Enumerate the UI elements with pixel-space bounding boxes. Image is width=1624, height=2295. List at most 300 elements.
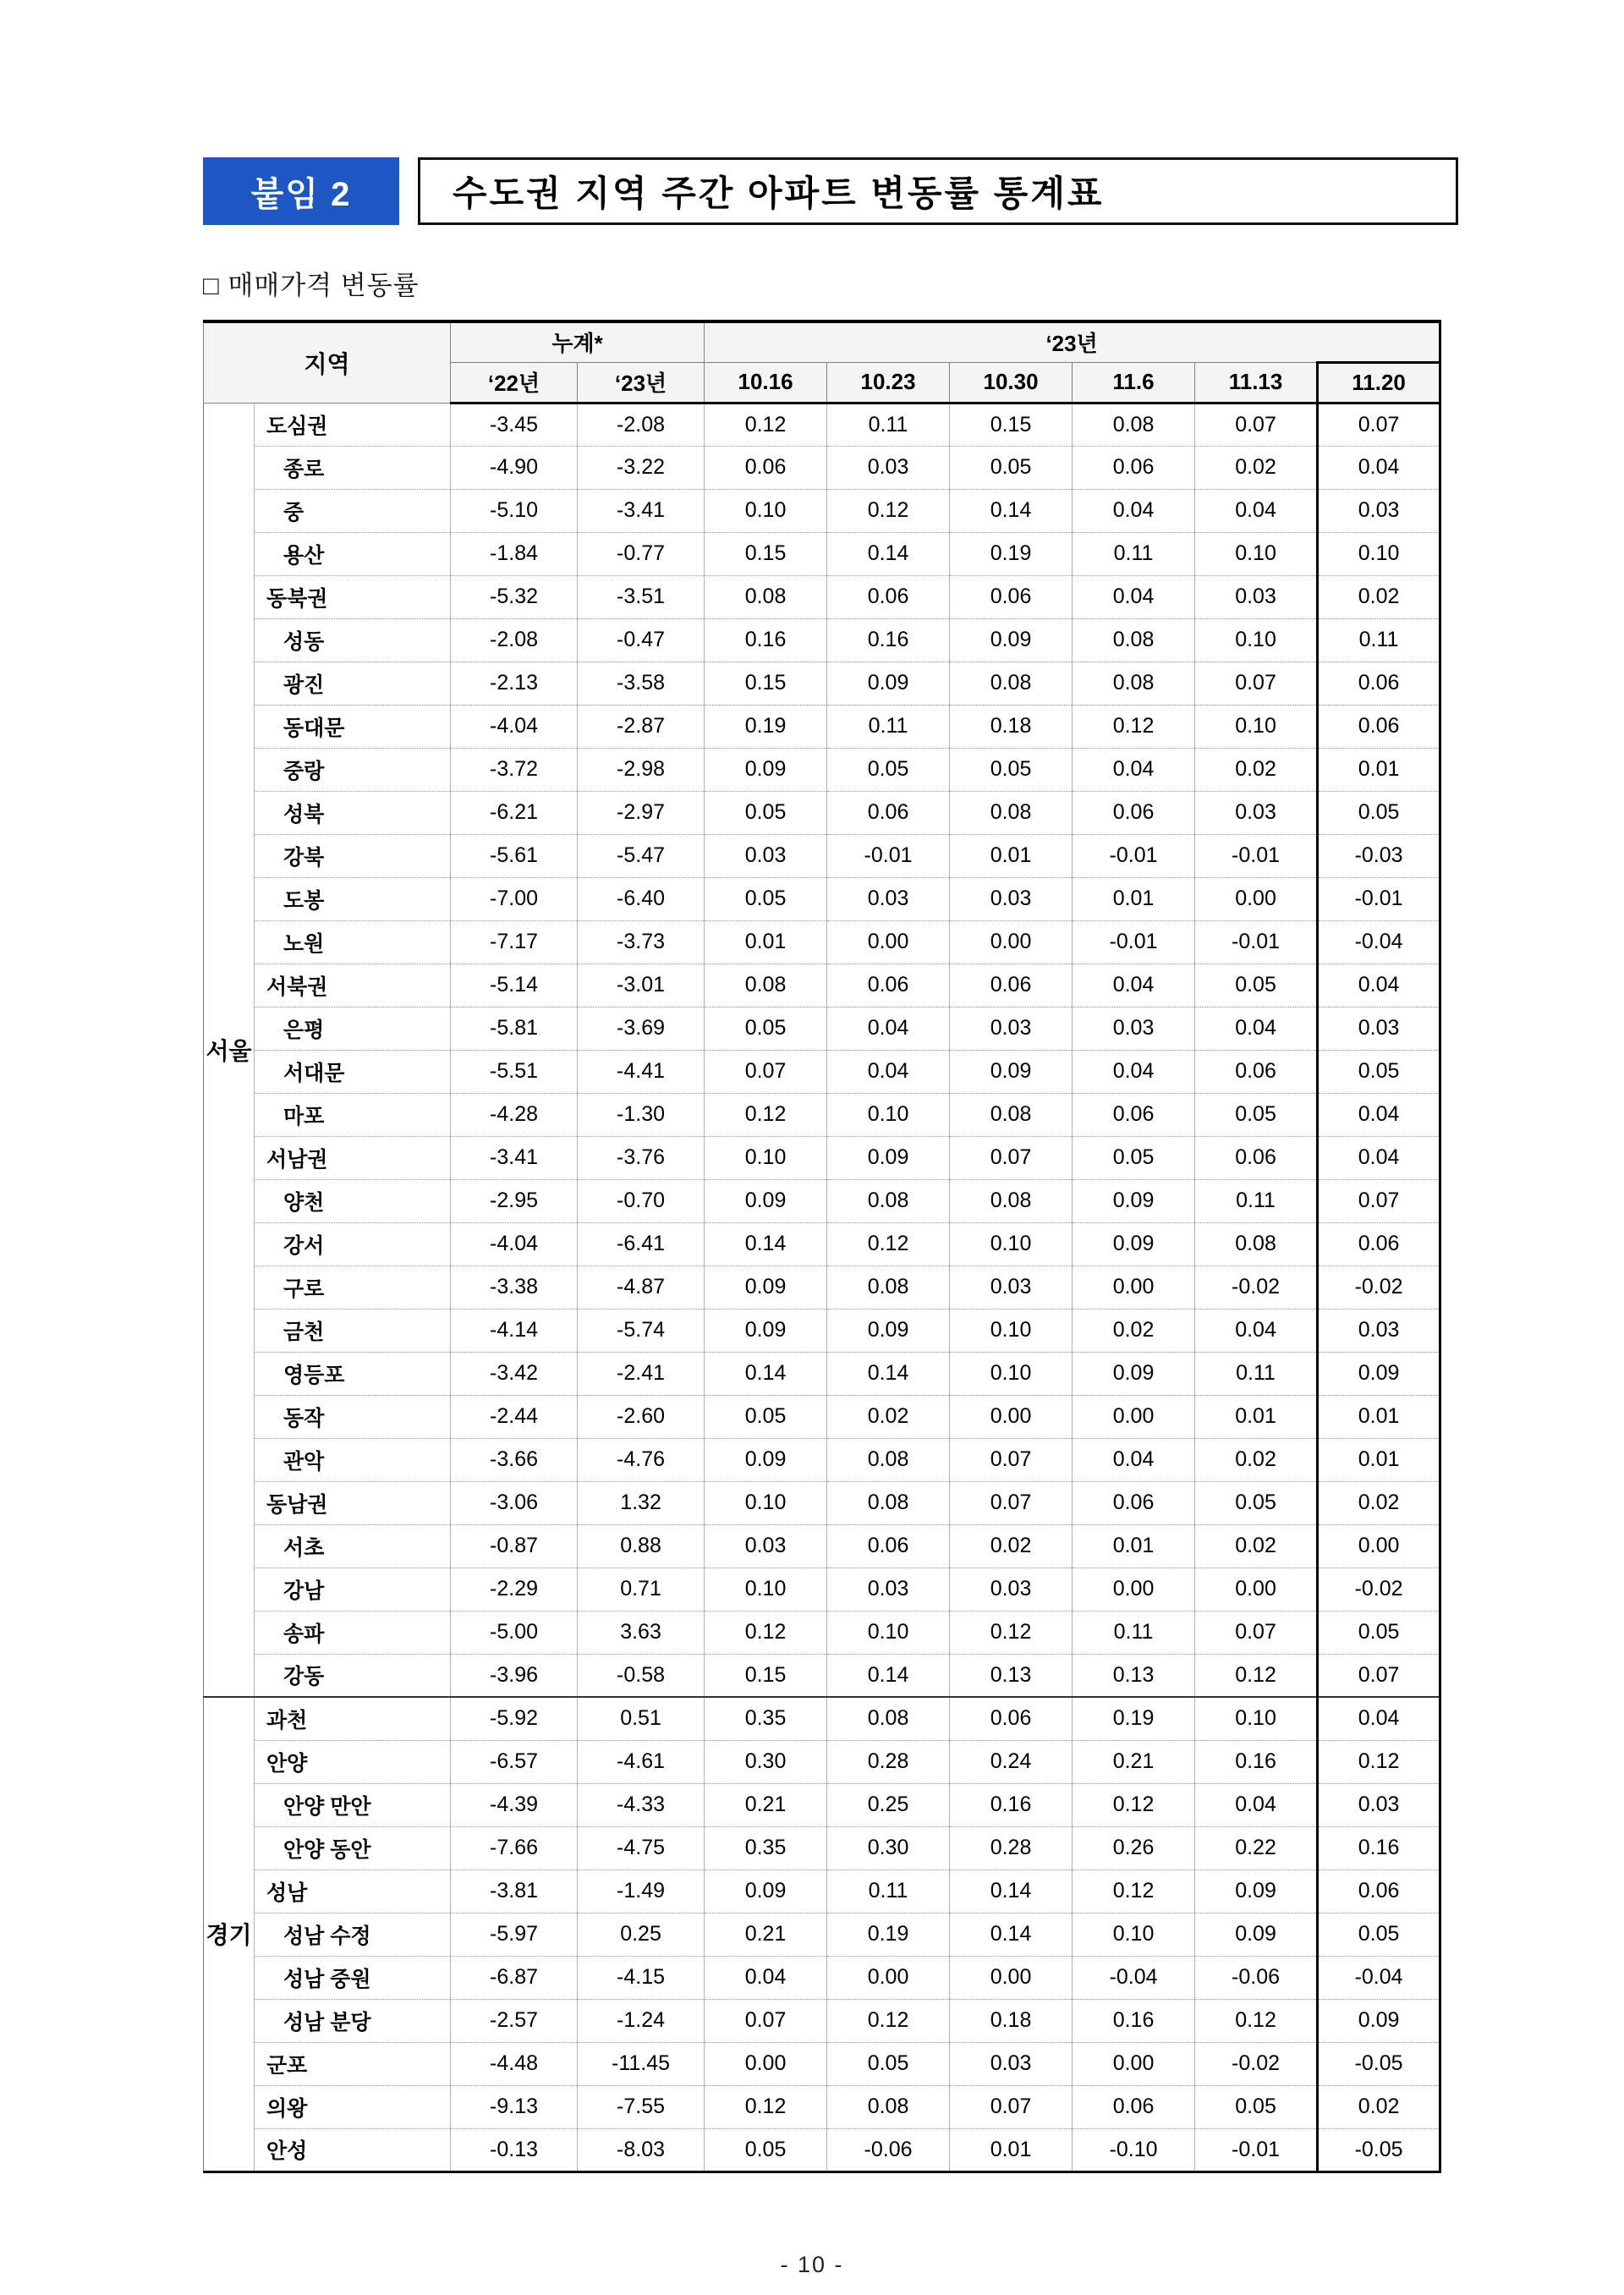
value-cell: 0.00 bbox=[1195, 877, 1318, 920]
value-cell: 0.08 bbox=[827, 1266, 950, 1309]
value-cell: 0.07 bbox=[1195, 662, 1318, 705]
region-group-label: 경기 bbox=[204, 1697, 255, 2171]
value-cell: 0.14 bbox=[950, 1913, 1073, 1956]
value-cell: 0.04 bbox=[1073, 1050, 1195, 1093]
value-cell: 0.05 bbox=[950, 748, 1073, 791]
header-col-1016: 10.16 bbox=[705, 362, 827, 403]
value-cell: 0.19 bbox=[705, 705, 827, 748]
value-cell: 0.08 bbox=[950, 662, 1073, 705]
value-cell: 0.12 bbox=[827, 1999, 950, 2042]
value-cell: 0.05 bbox=[1073, 1136, 1195, 1179]
value-cell: 0.11 bbox=[1318, 618, 1440, 662]
table-row bbox=[204, 662, 1440, 705]
region-name: 송파 bbox=[255, 1611, 451, 1654]
value-cell: -5.97 bbox=[451, 1913, 578, 1956]
value-cell: 0.00 bbox=[1073, 1266, 1195, 1309]
region-name: 동남권 bbox=[255, 1481, 451, 1524]
value-cell: -0.02 bbox=[1195, 1266, 1318, 1309]
value-cell: 0.00 bbox=[1073, 2042, 1195, 2085]
value-cell: 0.02 bbox=[1195, 1524, 1318, 1568]
table-row bbox=[204, 2042, 1440, 2085]
region-name: 도심권 bbox=[255, 403, 451, 446]
value-cell: 0.02 bbox=[827, 1395, 950, 1438]
value-cell: 0.16 bbox=[827, 618, 950, 662]
value-cell: -0.04 bbox=[1318, 920, 1440, 964]
value-cell: 0.03 bbox=[705, 834, 827, 877]
region-name: 강동 bbox=[255, 1654, 451, 1697]
value-cell: 0.12 bbox=[1195, 1999, 1318, 2042]
table-body bbox=[204, 403, 1440, 2171]
value-cell: 0.06 bbox=[950, 1697, 1073, 1740]
value-cell: 0.08 bbox=[705, 964, 827, 1007]
value-cell: 0.10 bbox=[827, 1093, 950, 1136]
value-cell: 0.02 bbox=[950, 1524, 1073, 1568]
value-cell: 0.26 bbox=[1073, 1826, 1195, 1869]
value-cell: 0.06 bbox=[1073, 1481, 1195, 1524]
table-row bbox=[204, 1611, 1440, 1654]
header-col-116: 11.6 bbox=[1073, 362, 1195, 403]
table-row bbox=[204, 575, 1440, 618]
value-cell: -3.96 bbox=[451, 1654, 578, 1697]
value-cell: 0.01 bbox=[1195, 1395, 1318, 1438]
table-row bbox=[204, 1869, 1440, 1913]
value-cell: 0.88 bbox=[578, 1524, 705, 1568]
value-cell: 0.16 bbox=[1073, 1999, 1195, 2042]
table-row bbox=[204, 1568, 1440, 1611]
value-cell: -0.70 bbox=[578, 1179, 705, 1222]
region-name: 광진 bbox=[255, 662, 451, 705]
table-row bbox=[204, 964, 1440, 1007]
region-name: 동북권 bbox=[255, 575, 451, 618]
value-cell: 0.08 bbox=[827, 2085, 950, 2128]
value-cell: -4.39 bbox=[451, 1783, 578, 1826]
value-cell: -4.48 bbox=[451, 2042, 578, 2085]
value-cell: 0.12 bbox=[705, 403, 827, 446]
value-cell: 0.12 bbox=[1318, 1740, 1440, 1783]
value-cell: 0.05 bbox=[827, 2042, 950, 2085]
value-cell: 1.32 bbox=[578, 1481, 705, 1524]
value-cell: 0.00 bbox=[1073, 1568, 1195, 1611]
value-cell: 0.02 bbox=[1195, 1438, 1318, 1481]
value-cell: 0.02 bbox=[1318, 2085, 1440, 2128]
value-cell: 0.01 bbox=[1318, 748, 1440, 791]
value-cell: 0.00 bbox=[1195, 1568, 1318, 1611]
value-cell: 0.30 bbox=[705, 1740, 827, 1783]
header-year23: ‘23년 bbox=[705, 321, 1440, 362]
value-cell: 0.06 bbox=[827, 791, 950, 834]
value-cell: 0.18 bbox=[950, 705, 1073, 748]
table-row bbox=[204, 1913, 1440, 1956]
value-cell: -0.02 bbox=[1318, 1266, 1440, 1309]
value-cell: -5.81 bbox=[451, 1007, 578, 1050]
region-name: 성동 bbox=[255, 618, 451, 662]
page-number: - 10 - bbox=[780, 2252, 844, 2277]
value-cell: 0.10 bbox=[1195, 532, 1318, 575]
value-cell: 0.09 bbox=[1073, 1179, 1195, 1222]
value-cell: 0.05 bbox=[705, 791, 827, 834]
value-cell: 0.15 bbox=[705, 662, 827, 705]
value-cell: 0.07 bbox=[1318, 403, 1440, 446]
value-cell: 0.11 bbox=[1073, 1611, 1195, 1654]
region-group-label: 서울 bbox=[204, 403, 255, 1697]
table-row bbox=[204, 920, 1440, 964]
value-cell: 0.14 bbox=[705, 1222, 827, 1266]
value-cell: 0.00 bbox=[1073, 1395, 1195, 1438]
value-cell: -0.01 bbox=[1195, 834, 1318, 877]
table-row bbox=[204, 532, 1440, 575]
region-name: 동대문 bbox=[255, 705, 451, 748]
value-cell: 0.51 bbox=[578, 1697, 705, 1740]
value-cell: 0.07 bbox=[1195, 1611, 1318, 1654]
value-cell: 0.05 bbox=[1318, 1050, 1440, 1093]
value-cell: -0.02 bbox=[1195, 2042, 1318, 2085]
value-cell: 0.06 bbox=[950, 964, 1073, 1007]
value-cell: 0.12 bbox=[1073, 1869, 1195, 1913]
value-cell: 0.03 bbox=[827, 446, 950, 489]
value-cell: -0.87 bbox=[451, 1524, 578, 1568]
value-cell: 0.09 bbox=[1195, 1913, 1318, 1956]
value-cell: 0.10 bbox=[1195, 705, 1318, 748]
value-cell: -0.58 bbox=[578, 1654, 705, 1697]
value-cell: 0.09 bbox=[705, 1179, 827, 1222]
document-title-box bbox=[418, 157, 1458, 225]
value-cell: 0.07 bbox=[950, 1136, 1073, 1179]
value-cell: 0.10 bbox=[1195, 1697, 1318, 1740]
value-cell: 0.03 bbox=[1195, 575, 1318, 618]
value-cell: 0.06 bbox=[1073, 2085, 1195, 2128]
table-row bbox=[204, 1179, 1440, 1222]
value-cell: 0.16 bbox=[705, 618, 827, 662]
value-cell: -2.97 bbox=[578, 791, 705, 834]
table-row bbox=[204, 1524, 1440, 1568]
value-cell: -5.14 bbox=[451, 964, 578, 1007]
value-cell: 0.09 bbox=[1195, 1869, 1318, 1913]
value-cell: 0.09 bbox=[827, 662, 950, 705]
value-cell: 0.05 bbox=[1195, 1093, 1318, 1136]
table-row bbox=[204, 1654, 1440, 1697]
value-cell: 0.21 bbox=[705, 1913, 827, 1956]
value-cell: -0.01 bbox=[1318, 877, 1440, 920]
table-row bbox=[204, 1740, 1440, 1783]
value-cell: -7.00 bbox=[451, 877, 578, 920]
value-cell: 0.05 bbox=[1318, 791, 1440, 834]
value-cell: 0.06 bbox=[1318, 1222, 1440, 1266]
table-row bbox=[204, 1093, 1440, 1136]
value-cell: 0.14 bbox=[705, 1352, 827, 1395]
value-cell: -4.75 bbox=[578, 1826, 705, 1869]
value-cell: -4.14 bbox=[451, 1309, 578, 1352]
value-cell: 0.12 bbox=[1073, 1783, 1195, 1826]
region-name: 용산 bbox=[255, 532, 451, 575]
value-cell: 0.16 bbox=[950, 1783, 1073, 1826]
value-cell: 0.08 bbox=[827, 1697, 950, 1740]
value-cell: -3.58 bbox=[578, 662, 705, 705]
region-name: 구로 bbox=[255, 1266, 451, 1309]
value-cell: 0.12 bbox=[1195, 1654, 1318, 1697]
value-cell: 0.08 bbox=[1073, 662, 1195, 705]
value-cell: -3.41 bbox=[451, 1136, 578, 1179]
value-cell: -3.81 bbox=[451, 1869, 578, 1913]
value-cell: 0.11 bbox=[827, 1869, 950, 1913]
value-cell: -4.33 bbox=[578, 1783, 705, 1826]
value-cell: -3.72 bbox=[451, 748, 578, 791]
region-name: 강남 bbox=[255, 1568, 451, 1611]
value-cell: 0.11 bbox=[827, 705, 950, 748]
value-cell: 0.08 bbox=[1073, 618, 1195, 662]
value-cell: 0.01 bbox=[950, 834, 1073, 877]
value-cell: -0.77 bbox=[578, 532, 705, 575]
header-col-1023: 10.23 bbox=[827, 362, 950, 403]
value-cell: 0.06 bbox=[1073, 446, 1195, 489]
region-name: 안성 bbox=[255, 2128, 451, 2171]
table-row bbox=[204, 1007, 1440, 1050]
region-name: 성남 bbox=[255, 1869, 451, 1913]
region-name: 마포 bbox=[255, 1093, 451, 1136]
value-cell: -6.41 bbox=[578, 1222, 705, 1266]
value-cell: 0.13 bbox=[950, 1654, 1073, 1697]
value-cell: 0.09 bbox=[1073, 1222, 1195, 1266]
value-cell: -0.01 bbox=[1195, 2128, 1318, 2171]
value-cell: -2.08 bbox=[451, 618, 578, 662]
region-name: 안양 bbox=[255, 1740, 451, 1783]
value-cell: 0.16 bbox=[1318, 1826, 1440, 1869]
value-cell: 0.03 bbox=[950, 1568, 1073, 1611]
value-cell: -5.92 bbox=[451, 1697, 578, 1740]
value-cell: 0.00 bbox=[1318, 1524, 1440, 1568]
value-cell: 0.30 bbox=[827, 1826, 950, 1869]
value-cell: 0.09 bbox=[1073, 1352, 1195, 1395]
table-row bbox=[204, 834, 1440, 877]
table-row bbox=[204, 791, 1440, 834]
value-cell: 0.14 bbox=[950, 489, 1073, 532]
value-cell: 0.02 bbox=[1318, 1481, 1440, 1524]
value-cell: -0.01 bbox=[1073, 920, 1195, 964]
value-cell: -0.47 bbox=[578, 618, 705, 662]
value-cell: 0.21 bbox=[1073, 1740, 1195, 1783]
region-name: 군포 bbox=[255, 2042, 451, 2085]
value-cell: -0.01 bbox=[827, 834, 950, 877]
value-cell: -1.24 bbox=[578, 1999, 705, 2042]
value-cell: -3.66 bbox=[451, 1438, 578, 1481]
value-cell: -0.06 bbox=[827, 2128, 950, 2171]
value-cell: -0.03 bbox=[1318, 834, 1440, 877]
header-col-22: ‘22년 bbox=[451, 362, 578, 403]
value-cell: 0.06 bbox=[1195, 1050, 1318, 1093]
header-col-1120: 11.20 bbox=[1318, 362, 1440, 403]
value-cell: -0.05 bbox=[1318, 2042, 1440, 2085]
value-cell: 0.12 bbox=[950, 1611, 1073, 1654]
value-cell: -7.17 bbox=[451, 920, 578, 964]
region-name: 과천 bbox=[255, 1697, 451, 1740]
value-cell: 0.02 bbox=[1318, 575, 1440, 618]
value-cell: -3.51 bbox=[578, 575, 705, 618]
value-cell: 0.09 bbox=[1318, 1999, 1440, 2042]
stats-table bbox=[203, 320, 1441, 2173]
value-cell: -4.87 bbox=[578, 1266, 705, 1309]
value-cell: -5.51 bbox=[451, 1050, 578, 1093]
value-cell: 0.01 bbox=[1073, 1524, 1195, 1568]
value-cell: 0.06 bbox=[950, 575, 1073, 618]
value-cell: 0.35 bbox=[705, 1826, 827, 1869]
region-name: 서남권 bbox=[255, 1136, 451, 1179]
value-cell: 0.10 bbox=[950, 1352, 1073, 1395]
value-cell: -9.13 bbox=[451, 2085, 578, 2128]
region-name: 영등포 bbox=[255, 1352, 451, 1395]
value-cell: 0.07 bbox=[950, 2085, 1073, 2128]
value-cell: 0.06 bbox=[1318, 1869, 1440, 1913]
value-cell: 0.25 bbox=[827, 1783, 950, 1826]
value-cell: 0.09 bbox=[827, 1309, 950, 1352]
value-cell: -3.73 bbox=[578, 920, 705, 964]
region-name: 성남 중원 bbox=[255, 1956, 451, 1999]
value-cell: -6.21 bbox=[451, 791, 578, 834]
value-cell: 0.03 bbox=[950, 1007, 1073, 1050]
table-row bbox=[204, 1222, 1440, 1266]
region-name: 서대문 bbox=[255, 1050, 451, 1093]
value-cell: -2.41 bbox=[578, 1352, 705, 1395]
table-row bbox=[204, 1697, 1440, 1740]
value-cell: 0.05 bbox=[705, 1395, 827, 1438]
value-cell: 0.08 bbox=[950, 791, 1073, 834]
header-col-23: ‘23년 bbox=[578, 362, 705, 403]
value-cell: 0.24 bbox=[950, 1740, 1073, 1783]
value-cell: 0.06 bbox=[1073, 791, 1195, 834]
value-cell: -6.40 bbox=[578, 877, 705, 920]
value-cell: 0.09 bbox=[705, 1266, 827, 1309]
value-cell: 0.14 bbox=[827, 1352, 950, 1395]
region-name: 동작 bbox=[255, 1395, 451, 1438]
region-name: 금천 bbox=[255, 1309, 451, 1352]
value-cell: 0.08 bbox=[705, 575, 827, 618]
value-cell: 0.03 bbox=[1073, 1007, 1195, 1050]
value-cell: 0.10 bbox=[1318, 532, 1440, 575]
document-title: 수도권 지역 주간 아파트 변동률 통계표 bbox=[453, 173, 1105, 213]
value-cell: 3.63 bbox=[578, 1611, 705, 1654]
table-row bbox=[204, 1266, 1440, 1309]
value-cell: -2.60 bbox=[578, 1395, 705, 1438]
value-cell: 0.18 bbox=[950, 1999, 1073, 2042]
value-cell: 0.05 bbox=[1195, 2085, 1318, 2128]
value-cell: 0.12 bbox=[705, 1093, 827, 1136]
value-cell: 0.04 bbox=[1318, 964, 1440, 1007]
value-cell: 0.71 bbox=[578, 1568, 705, 1611]
table-row bbox=[204, 1481, 1440, 1524]
value-cell: 0.06 bbox=[827, 964, 950, 1007]
value-cell: 0.19 bbox=[827, 1913, 950, 1956]
value-cell: -3.01 bbox=[578, 964, 705, 1007]
value-cell: -1.30 bbox=[578, 1093, 705, 1136]
value-cell: 0.12 bbox=[827, 1222, 950, 1266]
value-cell: 0.08 bbox=[1073, 403, 1195, 446]
value-cell: 0.19 bbox=[950, 532, 1073, 575]
value-cell: -3.38 bbox=[451, 1266, 578, 1309]
value-cell: 0.07 bbox=[1318, 1654, 1440, 1697]
value-cell: 0.09 bbox=[705, 1309, 827, 1352]
table-row bbox=[204, 1999, 1440, 2042]
header-col-1030: 10.30 bbox=[950, 362, 1073, 403]
value-cell: 0.02 bbox=[1195, 748, 1318, 791]
value-cell: -0.10 bbox=[1073, 2128, 1195, 2171]
value-cell: 0.12 bbox=[705, 1611, 827, 1654]
value-cell: -7.66 bbox=[451, 1826, 578, 1869]
value-cell: 0.10 bbox=[827, 1611, 950, 1654]
table-row bbox=[204, 1309, 1440, 1352]
table-row bbox=[204, 2085, 1440, 2128]
value-cell: 0.16 bbox=[1195, 1740, 1318, 1783]
value-cell: 0.07 bbox=[705, 1999, 827, 2042]
value-cell: 0.08 bbox=[827, 1438, 950, 1481]
header-cumulative: 누계* bbox=[451, 321, 705, 362]
attachment-badge: 붙임 2 bbox=[203, 157, 399, 225]
value-cell: 0.03 bbox=[827, 1568, 950, 1611]
value-cell: 0.08 bbox=[827, 1179, 950, 1222]
value-cell: 0.07 bbox=[1318, 1179, 1440, 1222]
value-cell: 0.11 bbox=[1195, 1179, 1318, 1222]
value-cell: 0.03 bbox=[705, 1524, 827, 1568]
region-name: 성남 수정 bbox=[255, 1913, 451, 1956]
region-name: 은평 bbox=[255, 1007, 451, 1050]
region-name: 강서 bbox=[255, 1222, 451, 1266]
value-cell: -4.90 bbox=[451, 446, 578, 489]
value-cell: 0.04 bbox=[1073, 575, 1195, 618]
value-cell: 0.04 bbox=[1195, 1007, 1318, 1050]
value-cell: -4.04 bbox=[451, 1222, 578, 1266]
value-cell: -2.13 bbox=[451, 662, 578, 705]
value-cell: 0.05 bbox=[705, 2128, 827, 2171]
value-cell: 0.04 bbox=[1073, 1438, 1195, 1481]
value-cell: 0.05 bbox=[1195, 964, 1318, 1007]
table-row bbox=[204, 877, 1440, 920]
region-name: 중랑 bbox=[255, 748, 451, 791]
value-cell: 0.09 bbox=[705, 748, 827, 791]
value-cell: 0.08 bbox=[950, 1179, 1073, 1222]
value-cell: 0.10 bbox=[950, 1222, 1073, 1266]
value-cell: -5.32 bbox=[451, 575, 578, 618]
value-cell: 0.15 bbox=[705, 1654, 827, 1697]
value-cell: 0.04 bbox=[1318, 1136, 1440, 1179]
region-name: 관악 bbox=[255, 1438, 451, 1481]
header-row-groups bbox=[204, 321, 1440, 362]
table-row bbox=[204, 1826, 1440, 1869]
value-cell: 0.07 bbox=[705, 1050, 827, 1093]
table-row bbox=[204, 748, 1440, 791]
value-cell: 0.09 bbox=[950, 618, 1073, 662]
value-cell: 0.06 bbox=[1318, 662, 1440, 705]
region-name: 종로 bbox=[255, 446, 451, 489]
value-cell: 0.01 bbox=[705, 920, 827, 964]
value-cell: 0.06 bbox=[1073, 1093, 1195, 1136]
value-cell: -5.10 bbox=[451, 489, 578, 532]
value-cell: 0.05 bbox=[1318, 1611, 1440, 1654]
value-cell: 0.10 bbox=[950, 1309, 1073, 1352]
region-name: 도봉 bbox=[255, 877, 451, 920]
value-cell: 0.02 bbox=[1073, 1309, 1195, 1352]
value-cell: -4.28 bbox=[451, 1093, 578, 1136]
value-cell: -4.41 bbox=[578, 1050, 705, 1093]
value-cell: -3.45 bbox=[451, 403, 578, 446]
region-name: 양천 bbox=[255, 1179, 451, 1222]
value-cell: 0.03 bbox=[950, 2042, 1073, 2085]
value-cell: 0.07 bbox=[950, 1438, 1073, 1481]
value-cell: 0.00 bbox=[950, 920, 1073, 964]
value-cell: -2.29 bbox=[451, 1568, 578, 1611]
value-cell: -8.03 bbox=[578, 2128, 705, 2171]
region-name: 성남 분당 bbox=[255, 1999, 451, 2042]
value-cell: -3.41 bbox=[578, 489, 705, 532]
value-cell: 0.03 bbox=[1318, 1007, 1440, 1050]
value-cell: -0.06 bbox=[1195, 1956, 1318, 1999]
value-cell: 0.03 bbox=[1318, 1309, 1440, 1352]
